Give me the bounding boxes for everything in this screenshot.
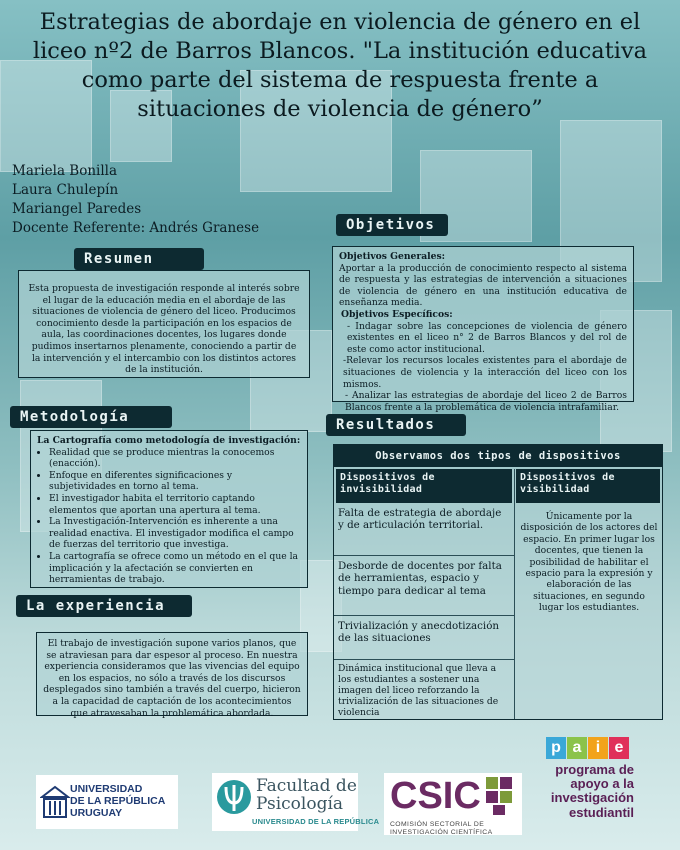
objetivos-generales-text: Aportar a la producción de conocimiento respecto al sistema de respuesta y las estrategias de intervención a situaciones de violencia de género en una institución educativa de enseñanza media. xyxy=(339,262,627,309)
paie-logo-blocks xyxy=(546,737,630,759)
metodologia-box xyxy=(30,430,308,588)
author-name: Mariela Bonilla xyxy=(12,163,118,179)
resultados-header: Resultados xyxy=(326,414,466,436)
csic-name: CSIC xyxy=(390,775,481,817)
metodologia-header: Metodología xyxy=(10,406,172,428)
table-divider xyxy=(334,659,514,660)
resumen-text: Esta propuesta de investigación responde al interés sobre el lugar de la educación media en el abordaje de las situaciones de violencia de género del liceo. Producimos conocimiento desde la participación en los espacios de aula, las coordinaciones docentes, los lugares donde pudimos insertarnos plenamente, conociendo a partir de la intervención y el intercambio con los distintos actores de la institución. xyxy=(28,283,300,376)
csic-squares-icon xyxy=(486,777,512,815)
objetivos-especificos-label: Objetivos Específicos: xyxy=(341,308,453,320)
list-item: • La Investigación-Intervención es inherente a una realidad enactiva. El investigador modifica el campo de fuerzas del territorio que investiga. xyxy=(49,516,301,551)
paie-line: apoyo a la xyxy=(570,776,634,792)
metodologia-list xyxy=(37,447,301,586)
csic-logo xyxy=(384,773,522,835)
experiencia-box xyxy=(36,632,308,719)
experiencia-text: El trabajo de investigación supone varios planos, que se atraviesan para dar espesor al proceso. En nuestra experiencia consideramos que las vivencias del equipo en los espacios, no sólo a través de los discursos desplegados sino también a través del cuerpo, hicieron a la capacidad de captación de los acontecimientos que atravesaban la problemática abordada. xyxy=(43,638,301,719)
csic-sub: COMISIÓN SECTORIAL DE xyxy=(390,821,485,828)
col-visibilidad-header: Dispositivos de visibilidad xyxy=(516,469,660,503)
table-cell: Desborde de docentes por falta de herramientas, espacio y tiempo para dedicar al tema xyxy=(338,560,502,597)
list-item: -Relevar los recursos locales existentes para el abordaje de situaciones de violencia y la interacción del liceo con los mismos. xyxy=(343,355,627,390)
paie-letter: i xyxy=(588,737,608,759)
list-item: • Realidad que se produce mientras la conocemos (enacción). xyxy=(49,447,301,470)
resumen-header: Resumen xyxy=(74,248,204,270)
metodologia-lead: La Cartografía como metodología de investigación: xyxy=(37,435,301,446)
author-name: Mariangel Paredes xyxy=(12,201,142,217)
table-cell: Falta de estrategia de abordaje y de articulación territorial. xyxy=(338,507,502,532)
udelar-name: UNIVERSIDAD xyxy=(70,783,143,795)
udelar-logo xyxy=(36,775,178,829)
psicologia-name: Facultad de xyxy=(256,776,357,796)
udelar-name: DE LA REPÚBLICA xyxy=(70,795,166,807)
paie-line: investigación xyxy=(550,790,634,806)
psicologia-name: Psicología xyxy=(256,794,344,814)
list-item: - Indagar sobre las concepciones de violencia de género existentes en el liceo n° 2 de Barros Blancos y del rol de este como actor institucional. xyxy=(347,320,627,355)
col-invisibilidad-header: Dispositivos de invisibilidad xyxy=(336,469,512,503)
psicologia-logo xyxy=(212,773,380,831)
list-item: • La cartografía se ofrece como un método en el que la implicación y la afectación se convierten en herramientas de trabajo. xyxy=(49,551,301,586)
experiencia-header: La experiencia xyxy=(16,595,192,617)
table-cell: Únicamente por la disposición de los actores del espacio. En primer lugar los docentes, que tienen la posibilidad de habilitar el espacio para la expresión y elaboración de las situaciones, en segundo lugar los estudiantes. xyxy=(520,511,658,614)
paie-letter: e xyxy=(609,737,629,759)
list-item: • Enfoque en diferentes significaciones y subjetividades en torno al tema. xyxy=(49,470,301,493)
author-name: Laura Chulepín xyxy=(12,182,119,198)
table-title: Observamos dos tipos de dispositivos xyxy=(334,445,662,467)
table-divider xyxy=(514,469,515,719)
resumen-box xyxy=(18,270,310,378)
paie-line: estudiantil xyxy=(568,804,634,820)
paie-line: programa de xyxy=(555,762,634,777)
csic-sub: INVESTIGACIÓN CIENTÍFICA xyxy=(390,829,493,836)
table-cell: Trivialización y anecdotización de las situaciones xyxy=(338,620,500,645)
table-divider xyxy=(334,615,514,616)
university-building-icon xyxy=(40,783,70,821)
objetivos-generales-label: Objetivos Generales: xyxy=(339,251,446,262)
paie-name xyxy=(534,763,634,820)
psi-symbol-icon xyxy=(216,777,252,817)
list-item: • El investigador habita el territorio captando elementos que aportan una apertura al tema. xyxy=(49,493,301,516)
table-divider xyxy=(334,555,514,556)
paie-letter: p xyxy=(546,737,566,759)
resultados-table xyxy=(333,444,663,720)
objetivos-box xyxy=(332,246,634,413)
udelar-name: URUGUAY xyxy=(70,807,123,819)
list-item: - Analizar las estrategias de abordaje del liceo 2 de Barros Blancos frente a la problemática de violencia intrafamiliar. xyxy=(345,390,627,413)
table-cell: Dinámica institucional que lleva a los estudiantes a sostener una imagen del liceo reforzando la trivialización de las situaciones de violencia xyxy=(338,663,499,718)
docente-referente: Docente Referente: Andrés Granese xyxy=(12,220,260,236)
poster-title: Estrategias de abordaje en violencia de género en el liceo nº2 de Barros Blancos. "La institución educativa como parte del sistema de respuesta frente a situaciones de violencia de género” xyxy=(32,9,648,122)
psicologia-sub: UNIVERSIDAD DE LA REPÚBLICA xyxy=(252,817,380,826)
paie-letter: a xyxy=(567,737,587,759)
objetivos-header: Objetivos xyxy=(336,214,448,236)
authors-list xyxy=(12,162,259,238)
